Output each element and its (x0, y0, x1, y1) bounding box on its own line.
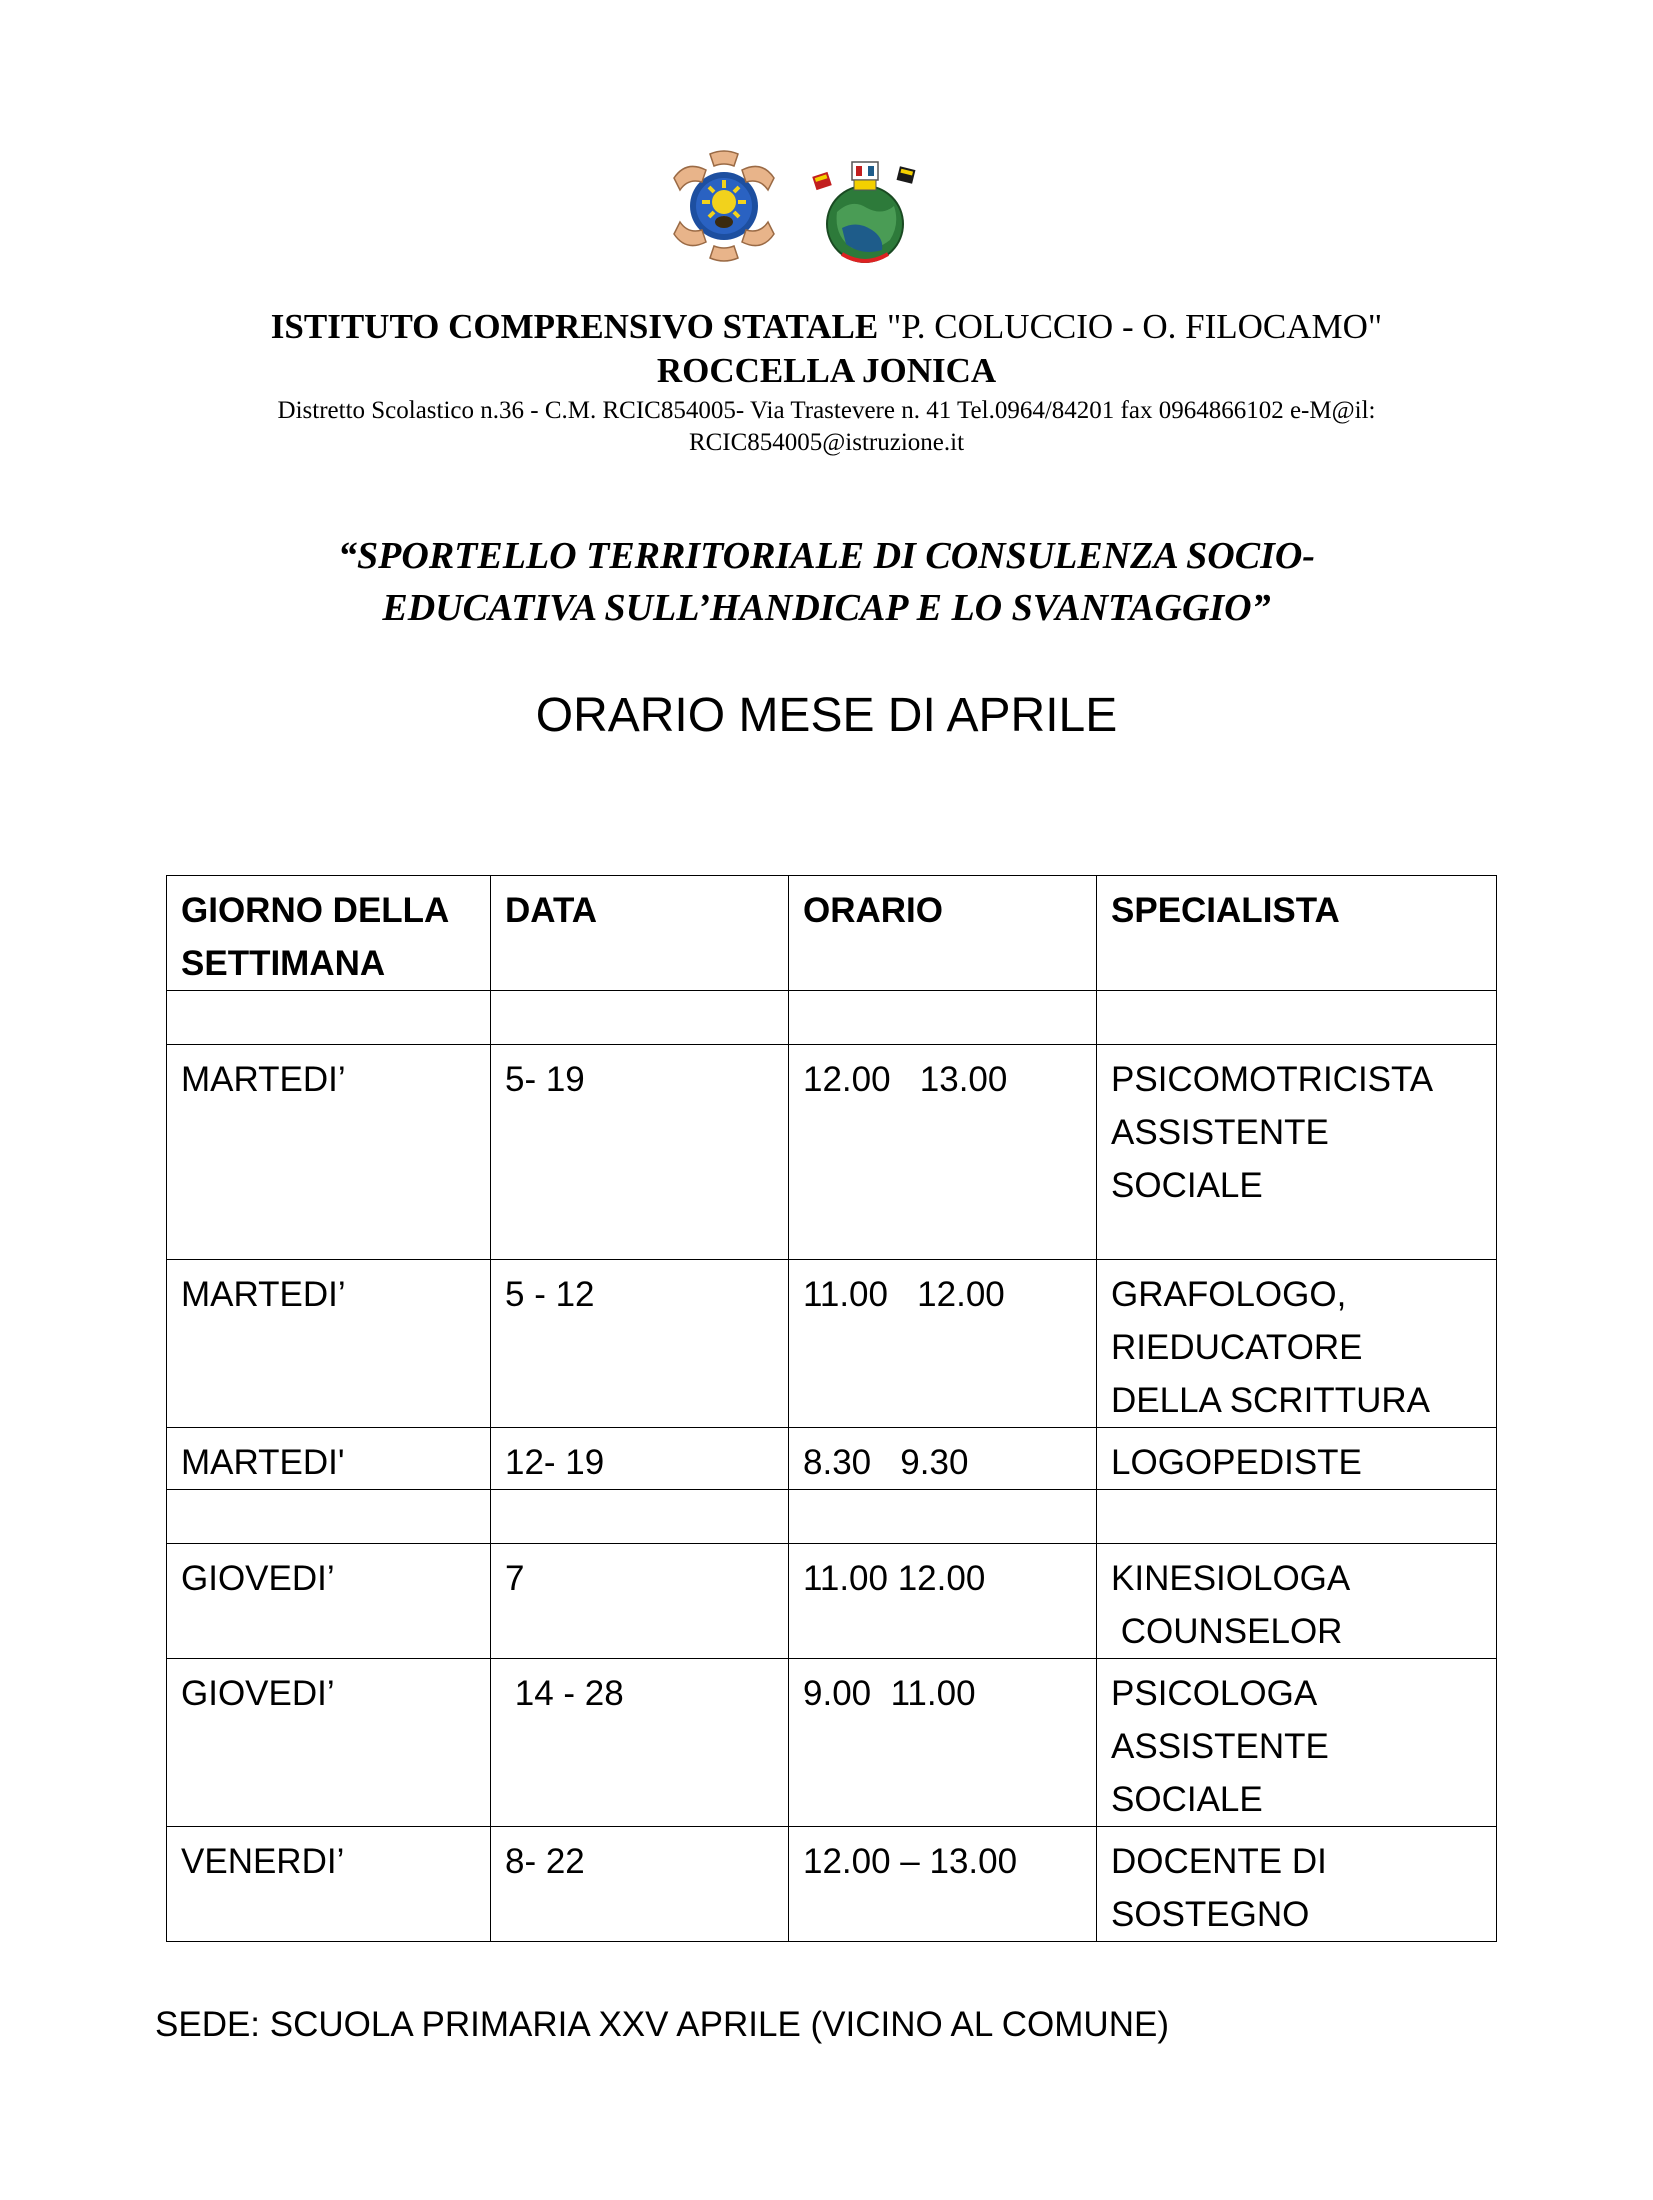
table-row (167, 1428, 1497, 1490)
cell-giorno (167, 991, 491, 1045)
cell-giorno: MARTEDI' (167, 1428, 491, 1490)
header-giorno: GIORNO DELLA SETTIMANA (167, 876, 491, 991)
location-footer: SEDE: SCUOLA PRIMARIA XXV APRILE (VICINO AL COMUNE) (155, 2005, 1169, 2044)
table-row (167, 991, 1497, 1045)
cell-giorno: GIOVEDI’ (167, 1544, 491, 1659)
cell-orario: 8.30 9.30 (789, 1428, 1097, 1490)
cell-specialista: DOCENTE DI SOSTEGNO (1097, 1827, 1497, 1942)
cell-specialista (1097, 991, 1497, 1045)
cell-orario: 11.00 12.00 (789, 1544, 1097, 1659)
cell-specialista: PSICOMOTRICISTA ASSISTENTE SOCIALE (1097, 1045, 1497, 1260)
header-specialista: SPECIALISTA (1097, 876, 1497, 991)
cell-giorno: GIOVEDI’ (167, 1659, 491, 1827)
cell-orario: 11.00 12.00 (789, 1260, 1097, 1428)
cell-specialista: LOGOPEDISTE (1097, 1428, 1497, 1490)
cell-specialista: PSICOLOGA ASSISTENTE SOCIALE (1097, 1659, 1497, 1827)
handshake-globe-logo (666, 148, 782, 264)
institute-city: ROCCELLA JONICA (656, 351, 997, 390)
page-title: ORARIO MESE DI APRILE (535, 689, 1118, 742)
institute-name (0, 306, 1653, 348)
project-title-line-1: “SPORTELLO TERRITORIALE DI CONSULENZA SOCIO- (338, 535, 1315, 577)
cell-data (491, 991, 789, 1045)
institute-email: RCIC854005@istruzione.it (688, 429, 965, 456)
table-row (167, 1260, 1497, 1428)
cell-orario (789, 1490, 1097, 1544)
cell-giorno: MARTEDI’ (167, 1260, 491, 1428)
cell-data: 12- 19 (491, 1428, 789, 1490)
cell-data: 5- 19 (491, 1045, 789, 1260)
institute-address: Distretto Scolastico n.36 - C.M. RCIC854005- Via Trastevere n. 41 Tel.0964/84201 fax 0964866102 e-M@il: (277, 397, 1376, 424)
cell-data: 7 (491, 1544, 789, 1659)
cell-giorno (167, 1490, 491, 1544)
institute-name-regular: "P. COLUCCIO - O. FILOCAMO" (878, 307, 1383, 346)
cell-specialista (1097, 1490, 1497, 1544)
table-row (167, 1827, 1497, 1942)
table-row (167, 1544, 1497, 1659)
table-row (167, 1490, 1497, 1544)
cell-data (491, 1490, 789, 1544)
cell-orario: 12.00 13.00 (789, 1045, 1097, 1260)
cell-orario: 12.00 – 13.00 (789, 1827, 1097, 1942)
cell-specialista: KINESIOLOGA COUNSELOR (1097, 1544, 1497, 1659)
table-header-row (167, 876, 1497, 991)
cell-orario (789, 991, 1097, 1045)
project-title (0, 530, 1653, 634)
header-orario: ORARIO (789, 876, 1097, 991)
header-data: DATA (491, 876, 789, 991)
school-globe-logo (812, 158, 918, 268)
table-row (167, 1045, 1497, 1260)
project-title-line-2: EDUCATIVA SULL’HANDICAP E LO SVANTAGGIO” (382, 587, 1271, 629)
table-row (167, 1659, 1497, 1827)
cell-giorno: VENERDI’ (167, 1827, 491, 1942)
cell-giorno: MARTEDI’ (167, 1045, 491, 1260)
cell-orario: 9.00 11.00 (789, 1659, 1097, 1827)
institute-name-bold: ISTITUTO COMPRENSIVO STATALE (270, 307, 879, 346)
cell-data: 14 - 28 (491, 1659, 789, 1827)
schedule-table (166, 875, 1497, 1942)
cell-data: 8- 22 (491, 1827, 789, 1942)
logo-bar (0, 148, 1653, 268)
cell-specialista: GRAFOLOGO, RIEDUCATORE DELLA SCRITTURA (1097, 1260, 1497, 1428)
cell-data: 5 - 12 (491, 1260, 789, 1428)
